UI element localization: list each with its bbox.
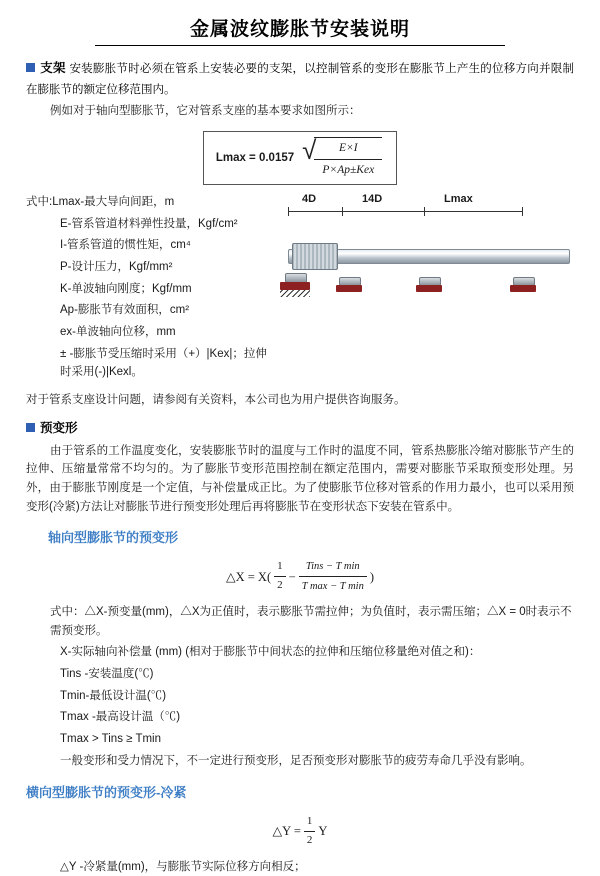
title-divider bbox=[95, 45, 505, 46]
list-item: E-管系管道材料弹性投量，Kgf/cm² bbox=[60, 217, 238, 230]
section-heading-support bbox=[26, 58, 574, 99]
list-item: Tmax -最高设计温（℃) bbox=[60, 711, 181, 724]
guide-support-2-icon bbox=[416, 277, 442, 299]
formula-lateral-half: $\frac{1}{2}$ bbox=[304, 813, 316, 850]
list-item: ± -膨胀节受压缩时采用（+）|Kex|；拉伸时采用(-)|Kexl。 bbox=[60, 347, 267, 379]
guide-support-1-icon bbox=[336, 277, 362, 299]
lateral-note: △Y -冷紧量(mm)，与膨胀节实际位移方向相反； bbox=[60, 860, 306, 873]
bellows-icon bbox=[292, 243, 338, 270]
diagram-dimension-labels bbox=[280, 191, 574, 207]
subheading-lateral-predeform: 横向型膨胀节的预变形-冷紧 bbox=[26, 785, 187, 801]
blue-square-bullet-icon bbox=[26, 63, 35, 72]
list-item: X-实际轴向补偿量 (mm) (相对于膨胀节中间状态的拉伸和压缩位移量绝对值之和)： bbox=[60, 646, 481, 659]
document-page bbox=[0, 14, 600, 873]
formula-axial-predeform bbox=[26, 558, 574, 595]
formula-lateral-rhs: Y bbox=[318, 824, 328, 839]
formula-axial-lhs: △X = X( bbox=[225, 569, 272, 584]
page-title: 金属波纹膨胀节安装说明 bbox=[189, 19, 410, 40]
formula-lmax-denominator: P×Ap±Kex bbox=[322, 163, 375, 176]
legend-list bbox=[26, 193, 276, 382]
formula-lmax-numerator: E×I bbox=[314, 139, 382, 160]
list-item: K-单波轴向刚度；Kgf/mm bbox=[60, 282, 192, 295]
section-support-para1: 安装膨胀节时必须在管系上安装必要的支架，以控制管系的变形在膨胀节上产生的位移方向并限制在膨胀节的额定位移范围内。 bbox=[26, 63, 574, 96]
diagram-pipe-assembly bbox=[280, 231, 574, 303]
list-item: I-管系管道的惯性矩，cm⁴ bbox=[60, 239, 191, 252]
blue-square-bullet-icon-2 bbox=[26, 423, 35, 432]
list-item: Tmax > Tins ≥ Tmin bbox=[60, 732, 161, 745]
legend-and-diagram bbox=[26, 191, 574, 385]
list-item: P-设计压力，Kgf/mm² bbox=[60, 261, 173, 273]
formula-axial-minus: − bbox=[288, 569, 296, 584]
formula-lmax bbox=[203, 131, 397, 185]
formula-axial-half: $\frac{1}{2}$ bbox=[274, 558, 286, 595]
diagram-label-lmax: Lmax bbox=[444, 193, 473, 206]
formula-lmax-wrapper bbox=[26, 131, 574, 185]
section-heading-support-label: 支架 bbox=[40, 61, 66, 75]
formula-lmax-fraction bbox=[314, 137, 382, 179]
list-item: Tmin-最低设计温(℃) bbox=[60, 689, 167, 702]
list-item: 式中:Lmax-最大导向间距，m bbox=[26, 196, 175, 209]
subheading-axial-predeform: 轴向型膨胀节的预变形 bbox=[48, 530, 179, 546]
legend-list-wrapper bbox=[26, 191, 276, 385]
document-body bbox=[0, 58, 600, 876]
list-item: ex-单波轴向位移，mm bbox=[60, 325, 176, 338]
list-item: Ap-膨胀节有效面积，cm² bbox=[60, 304, 190, 317]
diagram-dimension-lines bbox=[280, 207, 574, 217]
formula-axial-rhs: ) bbox=[369, 569, 374, 584]
formula-lateral-lhs: △Y = bbox=[272, 824, 301, 839]
list-item: 一般变形和受力情况下，不一定进行预变形，足否预变形对膨胀节的疲劳寿命几乎没有影响。 bbox=[60, 754, 532, 767]
section-heading-predeform bbox=[26, 418, 574, 438]
expansion-joint-diagram bbox=[280, 191, 574, 311]
diagram-label-14d: 14D bbox=[362, 193, 383, 206]
formula-lateral-coldset bbox=[26, 813, 574, 850]
formula-lmax-label: Lmax = 0.0157 bbox=[215, 151, 295, 164]
formula-axial-fraction: $\frac{\text{Tins − T min}}{\text{T max − T min}}$ bbox=[299, 558, 367, 595]
list-item: 式中：△X-预变量(mm)，△X为正值时，表示膨胀节需拉伸；为负值时，表示需压缩；△X = 0时表示不需预变形。 bbox=[50, 606, 572, 637]
diagram-label-4d: 4D bbox=[302, 193, 317, 206]
anchor-support-left-icon bbox=[280, 273, 310, 303]
section-support-para2: 例如对于轴向型膨胀节，它对管系支座的基本要求如图所示： bbox=[50, 105, 361, 118]
sqrt-icon: √ $\frac{E\times I}{\text{P×Ap±Kex}}$ bbox=[302, 137, 382, 179]
list-item: Tins -安装温度(℃) bbox=[60, 668, 154, 681]
axial-notes-list bbox=[26, 603, 574, 770]
section-support-closing: 对于管系支座设计问题，请参阅有关资料，本公司也为用户提供咨询服务。 bbox=[26, 393, 406, 406]
section-predeform-para1: 由于管系的工作温度变化，安装膨胀节时的温度与工作时的温度不同，管系热膨胀冷缩对膨胀节产生的拉伸、压缩量常常不均匀的。为了膨胀节变形范围控制在额定范围内，需要对膨胀节采取预变形处理。另外，由于膨胀节刚度是一个定值，与补偿量成正比。为了使膨胀节位移对管系的作用力最小，也可以采用预变形(冷紧)方法让对膨胀节进行预变形处理后再将膨胀节在变形状态下安装在管系中。 bbox=[26, 444, 574, 513]
section-heading-predeform-label: 预变形 bbox=[40, 421, 78, 436]
guide-support-3-icon bbox=[510, 277, 536, 299]
